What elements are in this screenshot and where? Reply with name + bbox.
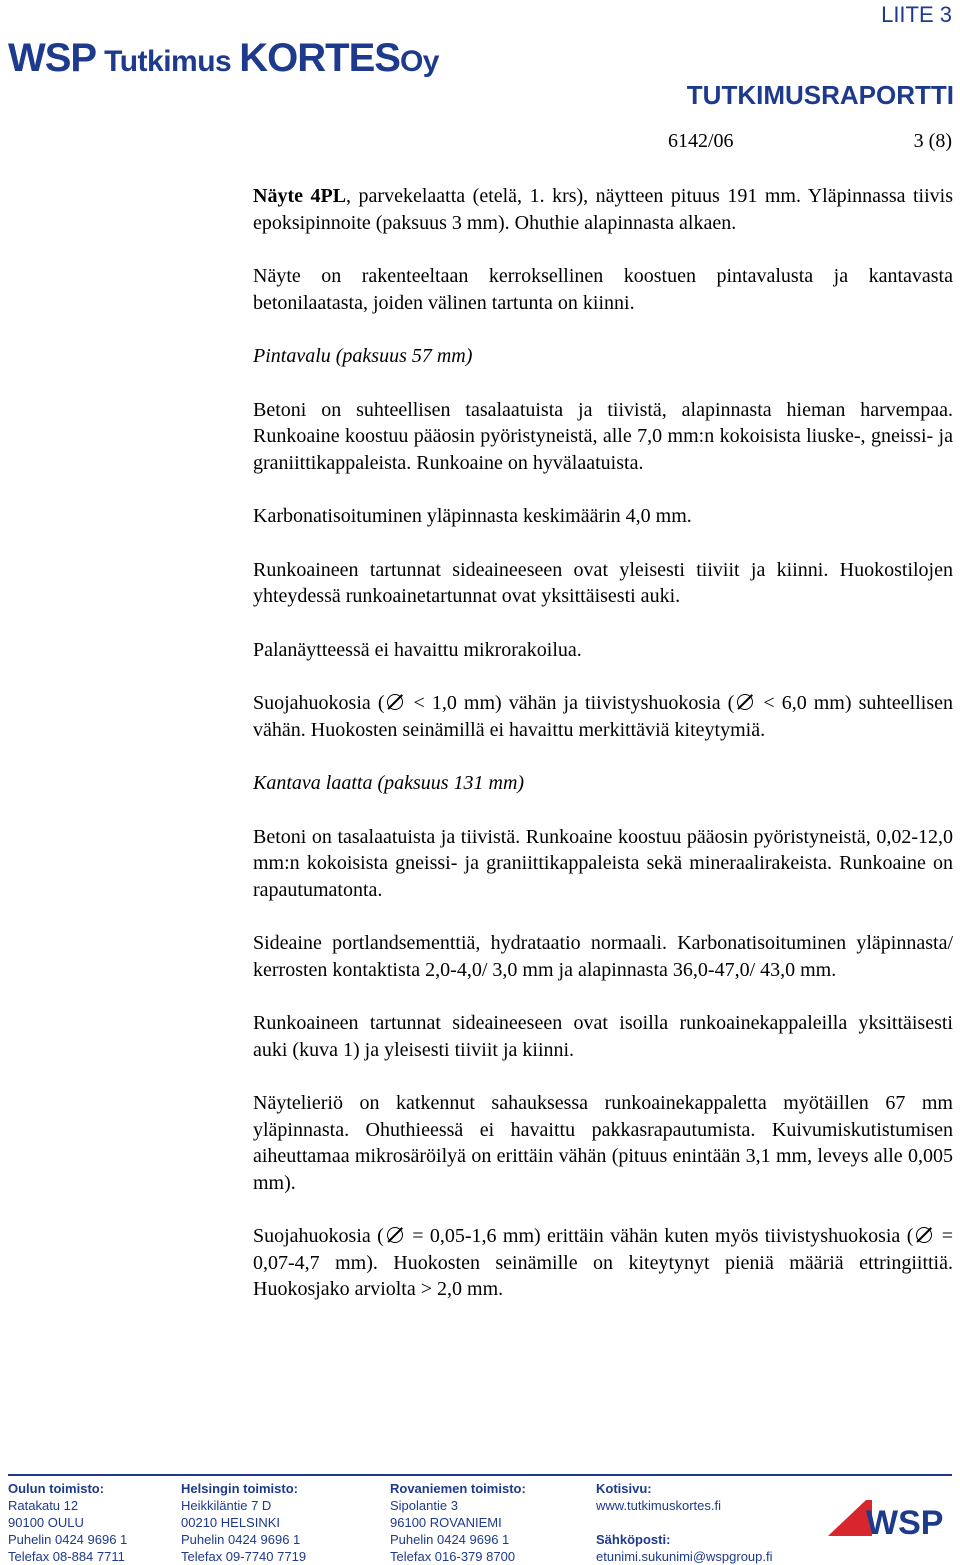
sample-id: Näyte 4PL xyxy=(253,185,347,207)
report-title: TUTKIMUSRAPORTTI xyxy=(686,80,954,110)
paragraph: Sideaine portlandsementtiä, hydrataatio normaali. Karbonatisoituminen yläpinnasta/ kerrosten kontaktista 2,0-4,0/ 3,0 mm ja alapinnasta 36,0-47,0/ 43,0 mm. xyxy=(253,932,953,981)
page-number: 3 (8) xyxy=(913,130,952,152)
sample-intro: Näyte 4PL, parvekelaatta (etelä, 1. krs), näytteen pituus 191 mm. Yläpinnassa tiivis epoksipinnoite (paksuus 3 mm). Ohuthie alapinnasta alkaen. xyxy=(253,185,953,234)
diameter-icon xyxy=(737,694,753,710)
paragraph: Palanäytteessä ei havaittu mikrorakoilua. xyxy=(253,638,582,661)
structure-paragraph: Näyte on rakenteeltaan kerroksellinen koostuen pintavalusta ja kantavasta betonilaatasta, joiden välinen tartunta on kiinni. xyxy=(253,265,953,314)
logo-tutkimus: Tutkimus xyxy=(104,45,232,78)
company-logo xyxy=(8,36,439,82)
report-body xyxy=(253,183,953,1330)
paragraph: Betoni on tasalaatuista ja tiivistä. Runkoaine koostuu pääosin pyöristyneistä, 0,02-12,0 mm:n kokoisista gneissi- ja graniittikappaleista sekä mineraalirakeista. Runkoaine on rapautumatonta. xyxy=(253,825,953,901)
paragraph: Karbonatisoituminen yläpinnasta keskimäärin 4,0 mm. xyxy=(253,505,692,527)
footer-oulu: Oulun toimisto: Ratakatu 12 90100 OULU Puhelin 0424 9696 1 Telefax 08-884 7711 xyxy=(8,1481,128,1564)
wsp-logo-text: WSP xyxy=(866,1504,944,1542)
footer-rovaniemi: Rovaniemen toimisto: Sipolantie 3 96100 ROVANIEMI Puhelin 0424 9696 1 Telefax 016-379 8700 xyxy=(390,1481,526,1564)
document-number: 6142/06 xyxy=(668,130,734,152)
footer-helsinki: Helsingin toimisto: Heikkiläntie 7 D 00210 HELSINKI Puhelin 0424 9696 1 Telefax 09-7740 7719 xyxy=(181,1481,307,1564)
diameter-icon xyxy=(387,694,403,710)
email-link[interactable]: etunimi.sukunimi@wspgroup.fi xyxy=(596,1549,773,1564)
wsp-logo-icon xyxy=(826,1496,952,1542)
website-link[interactable]: www.tutkimuskortes.fi xyxy=(596,1498,721,1513)
pores-paragraph: Suojahuokosia ( = 0,05-1,6 mm) erittäin vähän kuten myös tiivistyshuokosia ( = 0,07-4,7 mm). Huokosten seinämille on kiteytynyt pieniä määriä ettringiittiä. Huokosjako arviolta > 2,0 mm. xyxy=(253,1225,954,1300)
paragraph: Näytelieriö on katkennut sahauksessa runkoainekappaletta myötäillen 67 mm yläpinnasta. Ohuthieessä ei havaittu pakkasrapautumista. Kuivumiskutistumisen aiheuttamaa mikrosäröilyä on erittäin vähän (pituus enintään 3,1 mm, leveys alle 0,005 mm). xyxy=(253,1092,953,1194)
logo-oy: Oy xyxy=(399,45,439,78)
paragraph: Runkoaineen tartunnat sideaineeseen ovat isoilla runkoainekappaleilla yksittäisesti auki (kuva 1) ja yleisesti tiiviit ja kiinni. xyxy=(253,1012,953,1061)
diameter-icon xyxy=(916,1227,932,1243)
paragraph: Betoni on suhteellisen tasalaatuista ja tiivistä, alapinnasta hieman harvempaa. Runkoaine koostuu pääosin pyöristyneistä, alle 7,0 mm:n kokoisista liuske-, gneissi- ja graniittikappaleista. Runkoaine on hyvälaatuista. xyxy=(253,398,953,474)
logo-kortes: KORTES xyxy=(239,36,400,80)
logo-wsp: WSP xyxy=(8,36,97,80)
pores-paragraph: Suojahuokosia ( < 1,0 mm) vähän ja tiivistyshuokosia ( < 6,0 mm) suhteellisen vähän. Huokosten seinämillä ei havaittu merkittäviä kiteytymiä. xyxy=(253,692,953,741)
appendix-label: LIITE 3 xyxy=(881,2,952,27)
footer-divider xyxy=(8,1474,952,1476)
section-heading-slab: Kantava laatta (paksuus 131 mm) xyxy=(253,772,525,794)
diameter-icon xyxy=(387,1227,403,1243)
section-heading-surface: Pintavalu (paksuus 57 mm) xyxy=(253,345,473,367)
paragraph: Runkoaineen tartunnat sideaineeseen ovat yleisesti tiiviit ja kiinni. Huokostilojen yhteydessä runkoainetartunnat ovat yksittäisesti auki. xyxy=(253,558,953,607)
footer-contact: Kotisivu: www.tutkimuskortes.fi Sähköposti: etunimi.sukunimi@wspgroup.fi xyxy=(596,1481,773,1564)
